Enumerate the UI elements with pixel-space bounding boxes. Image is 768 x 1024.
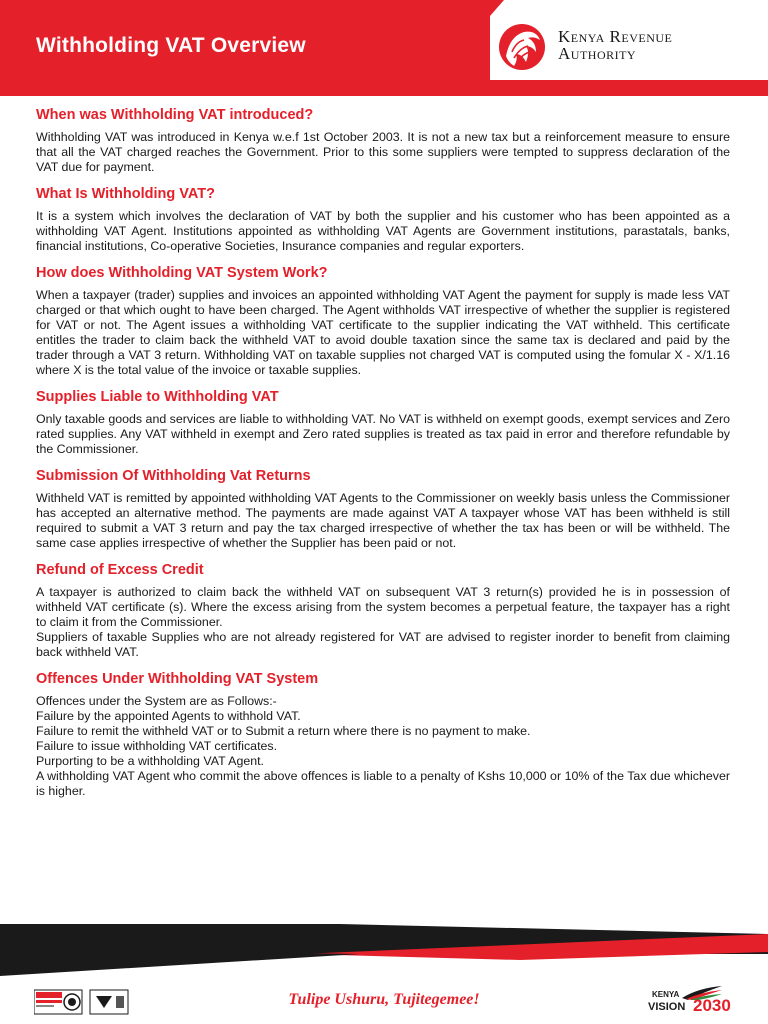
section-submission — [36, 467, 730, 551]
section-heading: When was Withholding VAT introduced? — [36, 107, 314, 123]
section-body: Withholding VAT was introduced in Kenya w.e.f 1st October 2003. It is not a new tax but a reinforcement measure to ensure that all the VAT charged reaches the Government. Prior to this some suppliers were tempted to suppress declaration of the VAT due for payment. — [36, 130, 730, 174]
vision-kenya-label: KENYA — [652, 990, 680, 999]
section-body: It is a system which involves the declaration of VAT by both the supplier and his customer who has been appointed as a withholding VAT Agent. Institutions appointed as withholding VAT Agents are Government institutions, parastatals, banks, financial institutions, Co-operative Societies, Insurance companies and regular exporters. — [36, 209, 730, 253]
section-refund — [36, 561, 730, 660]
section-offences — [36, 670, 730, 799]
offence-item: Purporting to be a withholding VAT Agent. — [36, 754, 264, 768]
vision-word-label: VISION — [648, 1001, 686, 1013]
kra-logo-text — [558, 28, 672, 62]
section-body-2: Suppliers of taxable Supplies who are not already registered for VAT are advised to register inorder to benefit from claiming back withheld VAT. — [36, 630, 730, 659]
section-heading: Refund of Excess Credit — [36, 562, 204, 578]
footer-slogan: Tulipe Ushuru, Tujitegemee! — [288, 991, 480, 1008]
offence-item: Failure to remit the withheld VAT or to Submit a return where there is no payment to make. — [36, 724, 531, 738]
page-title: Withholding VAT Overview — [36, 34, 306, 57]
section-heading: Submission Of Withholding Vat Returns — [36, 468, 311, 484]
section-heading: Supplies Liable to Withholding VAT — [36, 389, 279, 405]
section-heading: What Is Withholding VAT? — [36, 186, 215, 202]
section-introduced — [36, 106, 730, 175]
offence-item: Failure to issue withholding VAT certificates. — [36, 739, 278, 753]
vision-year-label: 2030 — [693, 996, 731, 1015]
kenya-vision-2030-logo — [648, 990, 740, 1020]
section-body: Withheld VAT is remitted by appointed withholding VAT Agents to the Commissioner on weekly basis unless the Commissioner has accepted an alternative method. The payments are made against VAT A taxpayer whose VAT has been withheld is still required to submit a VAT 3 return and pay the tax charged irrespective of whether the tax has been or will be withheld. The same case applies irrespective of whether the Supplier has been paid or not. — [36, 491, 730, 550]
section-body: Only taxable goods and services are liable to withholding VAT. No VAT is withheld on exempt goods, exempt services and Zero rated supplies. Any VAT withheld in exempt and Zero rated supplies is treated as tax paid in error and therefore refundable by the Commissioner. — [36, 412, 730, 456]
section-how-it-works — [36, 264, 730, 378]
main-content — [36, 106, 730, 809]
section-what-is — [36, 185, 730, 254]
kra-lion-logo-icon — [496, 22, 552, 72]
section-body: A taxpayer is authorized to claim back the withheld VAT on subsequent VAT 3 return(s) provided he is in possession of withheld VAT certificate (s). Where the excess arising from the system becomes a perpetual feature, the taxpayer has a right to claim it from the Commissioner. — [36, 585, 730, 629]
section-body: When a taxpayer (trader) supplies and invoices an appointed withholding VAT Agent the payment for supply is made less VAT charged or that which ought to have been charged. The Agent withholds VAT irrespective of whether the supplier is registered for VAT or not. The Agent issues a withholding VAT certificate to the supplier indicating the VAT withheld. This certificate entitles the trader to claim back the withheld VAT to avoid double taxation since the same tax is declared and paid by the trader through a VAT 3 return. Withholding VAT on taxable supplies not charged VAT is computed using the fomular X - X/1.16 where X is the total value of the invoice or taxable supplies. — [36, 288, 730, 377]
section-heading: How does Withholding VAT System Work? — [36, 265, 328, 281]
logo-line-2: Authority — [558, 44, 637, 63]
section-supplies-liable — [36, 388, 730, 457]
offences-penalty: A withholding VAT Agent who commit the above offences is liable to a penalty of Kshs 10,000 or 10% of the Tax due whichever is higher. — [36, 769, 730, 798]
footer-swoosh — [0, 924, 768, 984]
offences-intro: Offences under the System are as Follows:- — [36, 694, 277, 708]
offence-item: Failure by the appointed Agents to withhold VAT. — [36, 709, 301, 723]
logo-line-1: Kenya Revenue — [558, 27, 673, 46]
section-heading: Offences Under Withholding VAT System — [36, 671, 319, 687]
